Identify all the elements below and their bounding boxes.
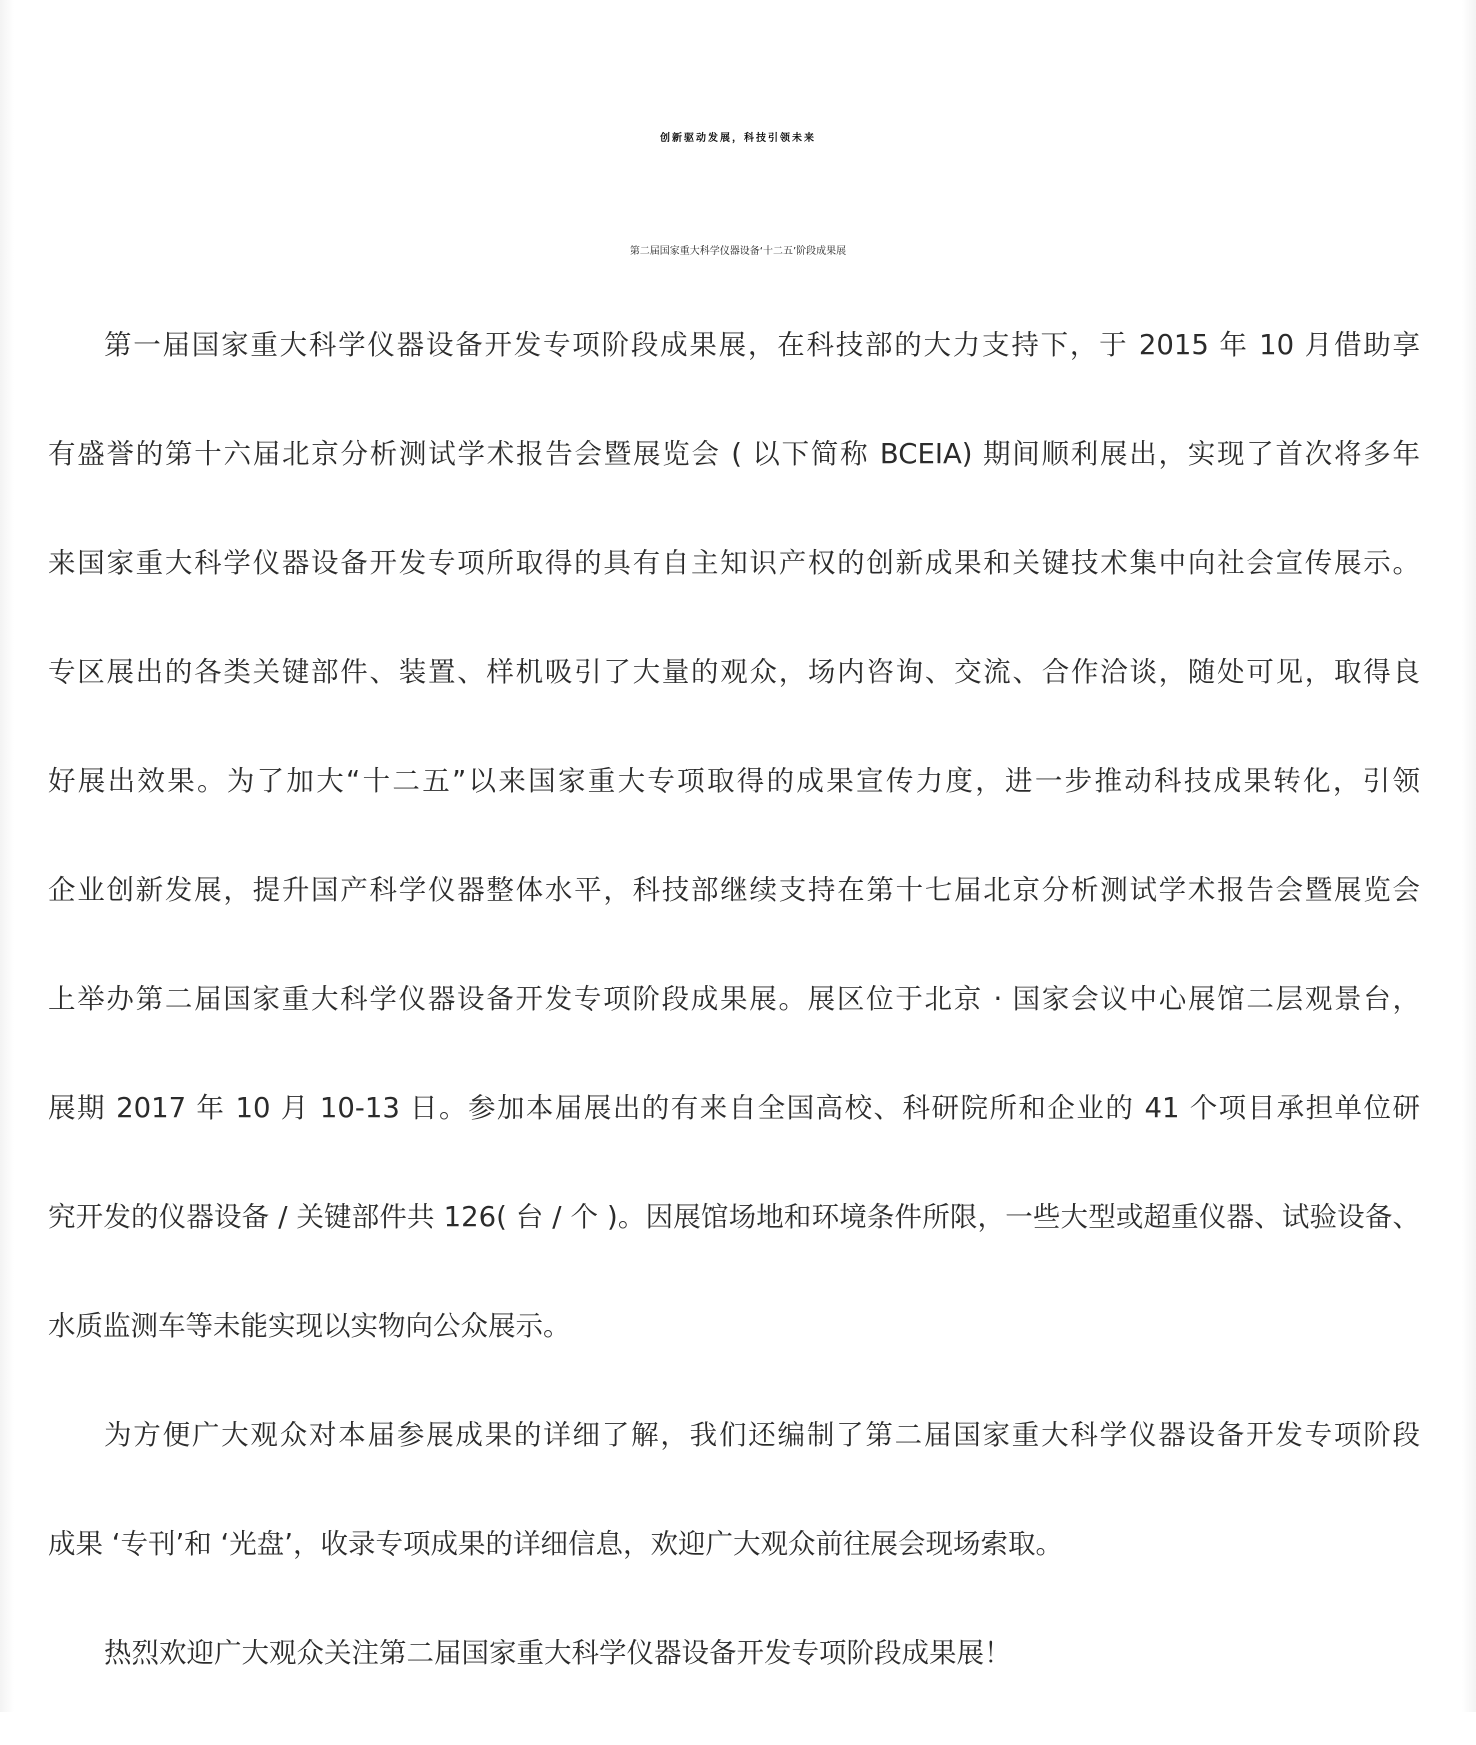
page-subtitle: 第二届国家重大科学仪器设备‘十二五’阶段成果展 <box>629 246 847 257</box>
paragraph-1-line-8 <box>48 1091 1420 1200</box>
paragraph-3-line-1 <box>48 1636 1420 1745</box>
line-text: 企业创新发展，提升国产科学仪器整体水平，科技部继续支持在第十七届北京分析测试学术报告会暨展览会 <box>48 874 1420 906</box>
line-text: 展期 2017 年 10 月 10-13 日。参加本届展出的有来自全国高校、科研院所和企业的 41 个项目承担单位研 <box>48 1092 1420 1124</box>
line-text: 热烈欢迎广大观众关注第二届国家重大科学仪器设备开发专项阶段成果展！ <box>104 1637 1012 1669</box>
paragraph-1-line-4 <box>48 655 1420 764</box>
paragraph-1-line-7 <box>48 982 1420 1091</box>
line-text: 究开发的仪器设备 / 关键部件共 126( 台 / 个 )。因展馆场地和环境条件所限，一些大型或超重仪器、试验设备、 <box>48 1201 1420 1233</box>
line-text: 第一届国家重大科学仪器设备开发专项阶段成果展，在科技部的大力支持下，于 2015 年 10 月借助享 <box>104 329 1420 361</box>
line-text: 有盛誉的第十六届北京分析测试学术报告会暨展览会 ( 以下简称 BCEIA) 期间顺利展出，实现了首次将多年 <box>48 438 1420 470</box>
paragraph-1-line-6 <box>48 873 1420 982</box>
paragraph-1-line-5 <box>48 764 1420 873</box>
line-text: 来国家重大科学仪器设备开发专项所取得的具有自主知识产权的创新成果和关键技术集中向社会宣传展示。 <box>48 547 1420 579</box>
paragraph-2-line-1 <box>48 1418 1420 1527</box>
line-text: 为方便广大观众对本届参展成果的详细了解，我们还编制了第二届国家重大科学仪器设备开发专项阶段 <box>104 1419 1420 1451</box>
article-body <box>48 328 1420 1745</box>
paragraph-1-line-2 <box>48 437 1420 546</box>
line-text: 专区展出的各类关键部件、装置、样机吸引了大量的观众，场内咨询、交流、合作洽谈，随处可见，取得良 <box>48 656 1420 688</box>
line-text: 好展出效果。为了加大“十二五”以来国家重大专项取得的成果宣传力度，进一步推动科技成果转化，引领 <box>48 765 1420 797</box>
line-text: 水质监测车等未能实现以实物向公众展示。 <box>48 1310 571 1342</box>
line-text: 成果 ‘专刊’和 ‘光盘’，收录专项成果的详细信息，欢迎广大观众前往展会现场索取。 <box>48 1528 1063 1560</box>
paragraph-1-line-3 <box>48 546 1420 655</box>
page-title: 创新驱动发展，科技引领未来 <box>660 133 816 144</box>
paragraph-1-line-1 <box>48 328 1420 437</box>
paragraph-1-line-10 <box>48 1309 1420 1418</box>
paragraph-2-line-2 <box>48 1527 1420 1636</box>
line-text: 上举办第二届国家重大科学仪器设备开发专项阶段成果展。展区位于北京 · 国家会议中心展馆二层观景台， <box>48 983 1420 1015</box>
paragraph-1-line-9 <box>48 1200 1420 1309</box>
